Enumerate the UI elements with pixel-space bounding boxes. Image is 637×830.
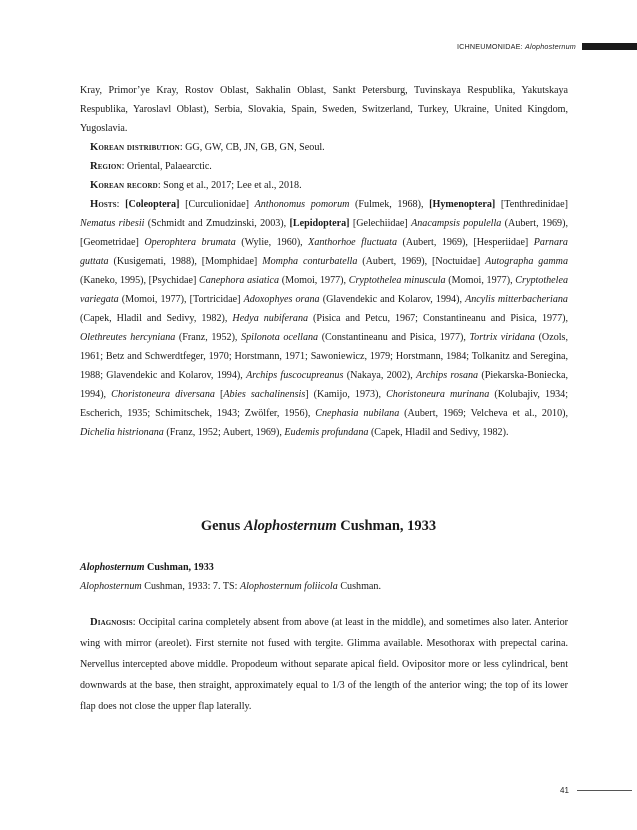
region-label: Region xyxy=(90,161,122,172)
host-text: (Capek, Hladil and Sedivy, 1982). xyxy=(368,427,509,438)
diagnosis-text: : Occipital carina completely absent from above (at least in the middle), and sometimes also later. Anterior wing with mirror (areolet). First sternite not fused with tergite. Glimma available. Mesothorax with prepectal carina. Nervellus intercepted above middle. Propodeum without separate apical field. Ovipositor more or less cylindrical, bent downwards at the base, then straight, approximately equal to 1/3 of the length of the anterior wing; the top of its lower flap does not close the upper flap laterally. xyxy=(80,617,568,712)
host-taxon: Operophtera brumata xyxy=(144,237,236,248)
host-text: (Glavendekic and Kolarov, 1994), xyxy=(319,294,466,305)
host-taxon: Anthonomus pomorum xyxy=(254,199,350,210)
host-text: [Tenthredinidae] xyxy=(495,199,569,210)
host-taxon: Parnara guttata xyxy=(80,237,568,267)
host-text: [Curculionidae] xyxy=(179,199,255,210)
host-text: (Pisica and Petcu, 1967; Constantineanu and Pisica, 1977), xyxy=(308,313,569,324)
korean-distribution-label: Korean distribution xyxy=(90,142,180,153)
citation-mid: Cushman, 1933: 7. TS: xyxy=(141,581,240,592)
host-text: (Momoi, 1977), xyxy=(445,275,516,286)
host-taxon: Choristoneura murinana xyxy=(386,389,490,400)
host-text: ] (Kamijo, 1973), xyxy=(305,389,387,400)
running-head-family: ICHNEUMONIDAE: xyxy=(456,41,523,51)
host-taxon: Cnephasia nubilana xyxy=(315,408,400,419)
species-heading xyxy=(80,558,568,577)
host-text: (Nakaya, 2002), xyxy=(343,370,417,381)
host-taxon: Archips rosana xyxy=(416,370,479,381)
host-text: [Gelechiidae] xyxy=(349,218,412,229)
host-taxon: Canephora asiatica xyxy=(199,275,280,286)
host-taxon: Xanthorhoe fluctuata xyxy=(308,237,397,248)
host-taxon: Hedya nubiferana xyxy=(232,313,309,324)
host-text: (Aubert, 1969), [Hesperiidae] xyxy=(397,237,534,248)
korean-record-label: Korean record xyxy=(90,180,158,191)
citation-name: Alophosternum xyxy=(80,581,142,592)
region xyxy=(80,157,568,176)
host-text: (Ozols, 1961; Betz and Schwerdtfeger, 1970; Horstmann, 1971; Sawoniewicz, 1979; Horstmann, 1984; Tolkanitz and Seregina, 1988; Glavendekic and Kolarov, 1994), xyxy=(80,332,569,381)
host-taxon: Ancylis mitterbacheriana xyxy=(465,294,568,305)
host-taxon: Cryptothelea minuscula xyxy=(348,275,446,286)
host-text: (Momoi, 1977), xyxy=(279,275,349,286)
host-order: [Coleoptera] xyxy=(125,199,180,210)
host-taxon: Spilonota ocellana xyxy=(241,332,319,343)
host-text: : xyxy=(116,199,126,210)
host-text: (Fulmek, 1968), xyxy=(349,199,430,210)
genus-heading xyxy=(0,518,637,535)
host-text: (Kolubajiv, 1934; Escherich, 1935; Schimitschek, 1943; Zwölfer, 1956), xyxy=(80,389,569,419)
hosts-label: Hosts xyxy=(90,199,117,210)
diagnosis-label: Diagnosis xyxy=(90,617,133,628)
running-head-bar xyxy=(582,43,637,50)
host-taxon: Abies sachalinensis xyxy=(223,389,306,400)
korean-record-value: : Song et al., 2017; Lee et al., 2018. xyxy=(157,180,302,191)
running-head-genus: Alophosternum xyxy=(525,41,576,51)
species-account xyxy=(80,81,568,442)
host-taxon: Eudemis profundana xyxy=(284,427,369,438)
host-taxon: Cryptothelea variegata xyxy=(80,275,568,305)
distribution-tail: Kray, Primor’ye Kray, Rostov Oblast, Sakhalin Oblast, Sankt Petersburg, Tuvinskaya Respublika, Yakutskaya Respublika, Yaroslavl Oblast), Serbia, Slovakia, Spain, Sweden, Switzerland, Turkey, Ukraine, United Kingdom, Yugoslavia. xyxy=(80,85,568,134)
host-text: (Piekarska-Boniecka, 1994), xyxy=(80,370,568,400)
genus-heading-prefix: Genus xyxy=(200,518,244,534)
korean-distribution-value: : GG, GW, CB, JN, GB, GN, Seoul. xyxy=(179,142,325,153)
running-head xyxy=(457,40,637,52)
host-text: (Aubert, 1969), [Geometridae] xyxy=(80,218,568,248)
host-text: (Schmidt and Zmudzinski, 2003), xyxy=(144,218,290,229)
host-text: (Franz, 1952; Aubert, 1969), xyxy=(163,427,285,438)
species-heading-author: Cushman, 1933 xyxy=(144,562,214,573)
citation xyxy=(80,577,568,596)
host-text: (Capek, Hladil and Sedivy, 1982), xyxy=(80,313,233,324)
host-taxon: Tortrix viridana xyxy=(469,332,535,343)
diagnosis-block xyxy=(80,612,568,717)
host-taxon: Mompha conturbatella xyxy=(262,256,358,267)
host-taxon: Olethreutes hercyniana xyxy=(80,332,176,343)
host-text: (Kaneko, 1995), [Psychidae] xyxy=(80,275,199,286)
genus-heading-author: Cushman, 1933 xyxy=(336,518,437,534)
host-taxon: Anacampsis populella xyxy=(411,218,502,229)
host-order: [Lepidoptera] xyxy=(289,218,350,229)
footer-rule xyxy=(577,790,632,791)
host-taxon: Autographa gamma xyxy=(485,256,568,267)
species-heading-name: Alophosternum xyxy=(80,562,145,573)
host-order: [Hymenoptera] xyxy=(429,199,496,210)
page-number: 41 xyxy=(560,786,569,795)
region-value: : Oriental, Palaearctic. xyxy=(121,161,212,172)
host-taxon: Adoxophyes orana xyxy=(243,294,320,305)
host-taxon: Choristoneura diversana xyxy=(111,389,215,400)
page-footer xyxy=(560,786,632,795)
host-text: (Constantineanu and Pisica, 1977), xyxy=(318,332,470,343)
species-entry xyxy=(80,558,568,596)
hosts xyxy=(80,195,568,442)
host-text: (Aubert, 1969), [Noctuidae] xyxy=(357,256,486,267)
host-text: (Franz, 1952), xyxy=(175,332,242,343)
korean-distribution xyxy=(80,138,568,157)
host-text: (Aubert, 1969; Velcheva et al., 2010), xyxy=(399,408,569,419)
host-text: [ xyxy=(214,389,224,400)
host-taxon: Nematus ribesii xyxy=(80,218,145,229)
host-taxon: Dichelia histrionana xyxy=(80,427,164,438)
host-text: (Wylie, 1960), xyxy=(235,237,309,248)
citation-type-species: Alophosternum foliicola xyxy=(239,581,338,592)
genus-heading-name: Alophosternum xyxy=(243,518,337,534)
host-text: (Kusigemati, 1988), [Momphidae] xyxy=(108,256,263,267)
host-taxon: Archips fuscocupreanus xyxy=(246,370,344,381)
diagnosis xyxy=(80,612,568,717)
korean-record xyxy=(80,176,568,195)
citation-tail: Cushman. xyxy=(337,581,381,592)
host-text: (Momoi, 1977), [Tortricidae] xyxy=(118,294,244,305)
